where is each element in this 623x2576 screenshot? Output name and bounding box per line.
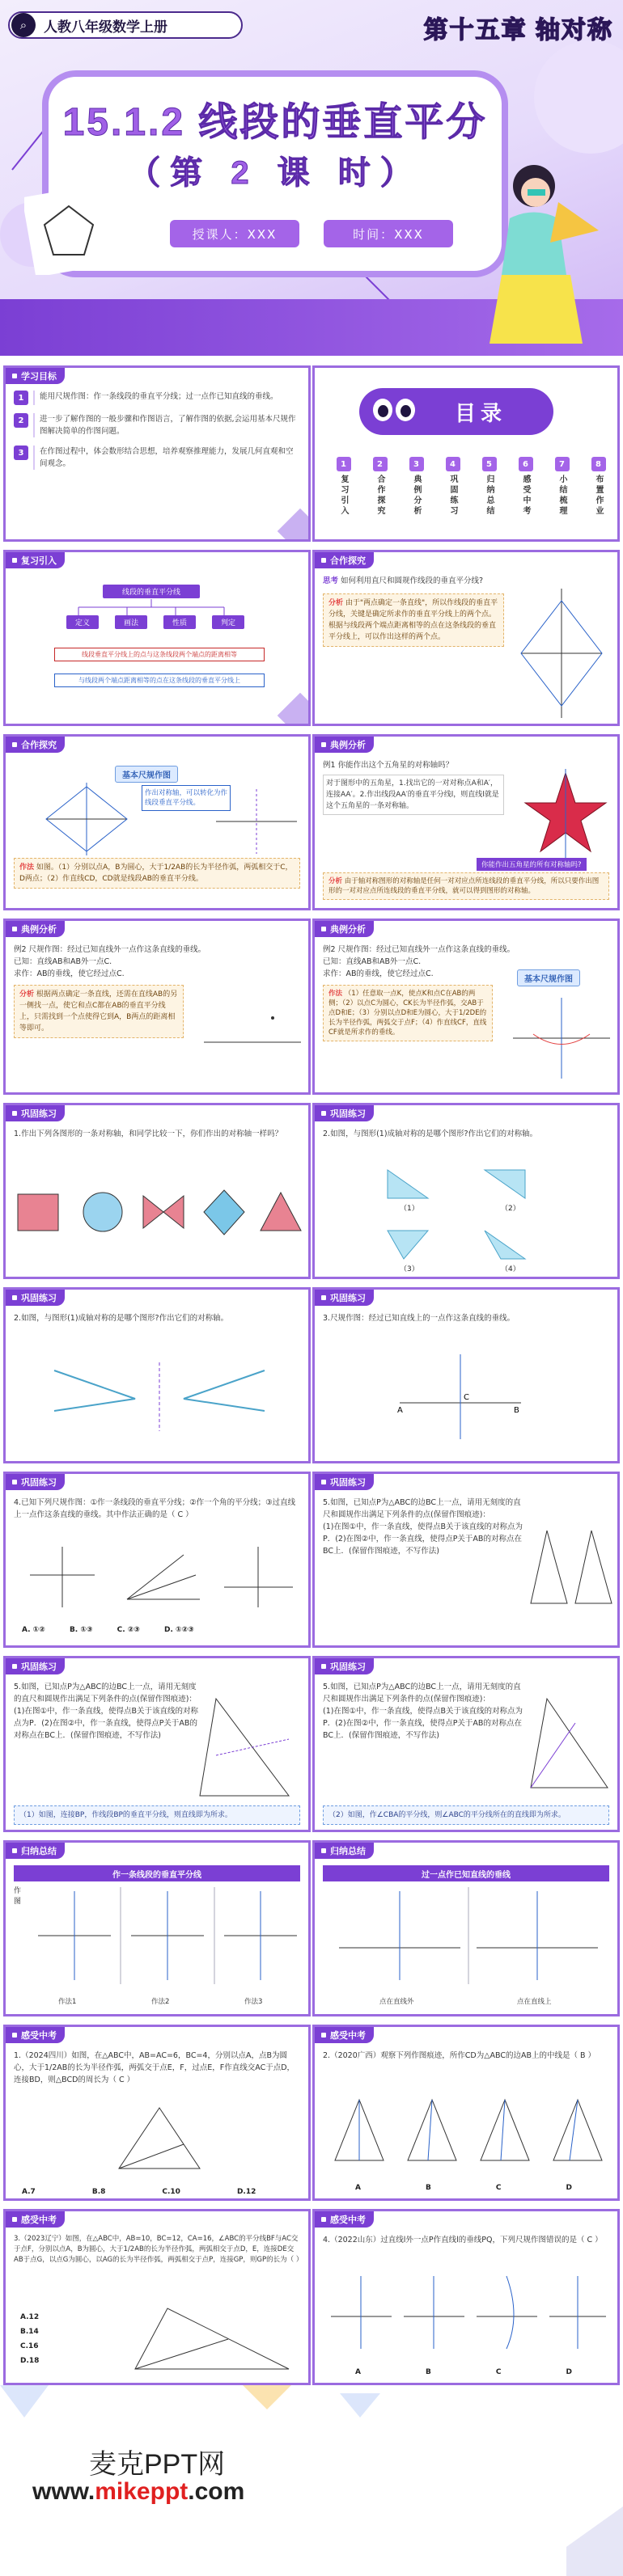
eyes-icon xyxy=(373,399,415,421)
practice-question: 5.如图，已知点P为△ABC的边BC上一点，请用无刻度的直尺和圆规作出满足下列条件的点(保留作图痕迹)： xyxy=(323,1683,521,1704)
menu-item[interactable]: 4 巩固练习 xyxy=(439,457,467,517)
figure-label: （4） xyxy=(501,1265,520,1273)
practice-question: 2.如图，与图形(1)成轴对称的是哪个图形?作出它们的对称轴。 xyxy=(14,1314,229,1323)
option[interactable]: D xyxy=(566,2184,572,2192)
slide-tag: 复习引入 xyxy=(6,552,65,568)
corner-decoration xyxy=(278,509,311,542)
option[interactable]: B. ①③ xyxy=(69,1626,93,1634)
option[interactable]: A. ①② xyxy=(22,1626,45,1634)
slide-summary-1 xyxy=(3,1840,311,2016)
exam-options-figure xyxy=(327,2096,610,2168)
answer-options xyxy=(355,2184,572,2192)
answer-options xyxy=(22,2188,256,2196)
slide-tag: 巩固练习 xyxy=(6,1290,65,1306)
option[interactable]: D. ①②③ xyxy=(164,1626,194,1634)
goal-number: 1 xyxy=(14,391,28,405)
slide-tag: 学习目标 xyxy=(6,368,65,384)
practice-question: 5.如图，已知点P为△ABC的边BC上一点，请用无刻度的直尺和圆规作出满足下列条件的点(保留作图痕迹)： xyxy=(14,1683,197,1704)
lesson-title: 15.1.2 线段的垂直平分 xyxy=(62,101,488,144)
option[interactable]: A xyxy=(355,2368,361,2376)
slide-tag: 典例分析 xyxy=(315,921,374,937)
question-label: 思考 xyxy=(323,576,339,585)
menu-item[interactable]: 1 复习引入 xyxy=(329,457,358,517)
example-steps: 对于图形中的五角星，1.找出它的一对对称点A和A′，连接AA′。2.作出线段AA′的垂直平分线l，则直线l就是这个五角星的一条对称轴。 xyxy=(323,775,504,815)
exam-question: 3.（2023辽宁）如图，在△ABC中，AB=10，BC=12，CA=16，∠ABC的平分线BF与AC交于点F，分别以点A，B为圆心，大于1/2AB的长为半径作弧，两弧相交于点D，E，连接DE交AB于点G，以点G为圆心，以AG的长为半径作弧，两弧相交于点P，连接GP，则GP的长为（ ） xyxy=(14,2235,303,2264)
triangle-angle-bisector-figure xyxy=(527,1691,616,1804)
menu-items xyxy=(329,457,612,517)
slide-review xyxy=(3,550,311,726)
constructions-figure xyxy=(22,1543,297,1611)
exam-question: 2.（2020广西）观察下列作图痕迹，所作CD为△ABC的边AB上的中线是（ B ） xyxy=(323,2051,596,2060)
method-side-note: 作出对称轴，可以转化为作线段垂直平分线。 xyxy=(142,785,231,811)
goal-item xyxy=(14,391,300,405)
analysis-note: 分析 由于"两点确定一条直线"，所以作线段的垂直平分线，关键是确定所求作的垂直平分线上的两个点。根据与线段两个端点距离相等的点在这条线段的垂直平分线上，可以作出这样的两个点。 xyxy=(323,593,504,647)
slide-menu xyxy=(312,365,620,542)
slide-tag: 归纳总结 xyxy=(315,1843,374,1859)
option[interactable]: C. ②③ xyxy=(117,1626,140,1634)
cover-slide xyxy=(0,0,623,356)
slide-example-2b xyxy=(312,918,620,1095)
summary-side: 作图 xyxy=(14,1887,22,1906)
concept-node: 画法 xyxy=(115,615,147,629)
method-box-title: 基本尺规作图 xyxy=(115,766,178,783)
summary-constructions xyxy=(30,1887,305,1984)
footer xyxy=(0,2385,623,2576)
goal-text: 能用尺规作图：作一条线段的垂直平分线；过一点作已知直线的垂线。 xyxy=(33,391,278,405)
slide-tag: 典例分析 xyxy=(6,921,65,937)
slide-practice-1 xyxy=(3,1103,311,1279)
exam-triangle-figure xyxy=(103,2100,216,2177)
pentagon-sketch-icon xyxy=(24,186,113,275)
menu-item[interactable]: 3 典例分析 xyxy=(402,457,430,517)
menu-item[interactable]: 8 布置作业 xyxy=(584,457,612,517)
slide-example-1 xyxy=(312,734,620,910)
search-icon: ⌕ xyxy=(11,13,36,37)
figure-label: （2） xyxy=(501,1205,520,1213)
slide-exam-1 xyxy=(3,2025,311,2201)
svg-text:A: A xyxy=(397,1406,403,1415)
slide-tag: 典例分析 xyxy=(315,737,374,753)
slide-summary-2 xyxy=(312,1840,620,2016)
triangles-figure xyxy=(379,1162,557,1267)
perpendicular-at-point-diagram xyxy=(396,1346,525,1443)
example-known: 已知：直线AB和AB外一点C. xyxy=(14,957,112,966)
explore-text xyxy=(323,575,504,647)
summary-perpendiculars xyxy=(331,1887,606,1984)
option[interactable]: A.12 xyxy=(20,2313,40,2321)
slide-tag: 巩固练习 xyxy=(6,1474,65,1490)
slide-tag: 巩固练习 xyxy=(6,1658,65,1674)
bisector-construction-diagram xyxy=(38,779,135,859)
figure-label: （3） xyxy=(400,1265,419,1273)
concept-root: 线段的垂直平分线 xyxy=(103,585,200,598)
option[interactable]: C.10 xyxy=(162,2188,180,2196)
option[interactable]: C.16 xyxy=(20,2342,39,2350)
slide-tag: 巩固练习 xyxy=(315,1474,374,1490)
option[interactable]: B xyxy=(425,2368,431,2376)
goal-text: 进一步了解作图的一般步骤和作图语言，了解作图的依据,会运用基本尺规作图解决简单的作图问题。 xyxy=(33,413,300,437)
exam-options-figure xyxy=(327,2268,610,2357)
example-question: 例2 尺规作图：经过已知直线外一点作这条直线的垂线。 xyxy=(14,945,206,954)
practice-text xyxy=(14,1681,203,1742)
slide-practice-6 xyxy=(312,1472,620,1648)
menu-item[interactable]: 5 归纳总结 xyxy=(475,457,503,517)
slide-explore-1 xyxy=(312,550,620,726)
practice-question: 3.尺规作图：经过已知直线上的一点作这条直线的垂线。 xyxy=(323,1314,515,1323)
practice-question: 1.作出下列各图形的一条对称轴，和同学比较一下，你们作出的对称轴一样吗？ xyxy=(14,1130,283,1138)
exam-question: 1.（2024四川）如图，在△ABC中，AB=AC=6，BC=4，分别以点A，点B为圆心，大于1/2AB的长为半径作弧，两弧交于点E，F，过点E，F作直线交AC于点D，连接BD，则△BCD的周长为（ C ） xyxy=(14,2051,295,2084)
slide-learning-goals xyxy=(3,365,311,542)
time-pill: 时间：XXX xyxy=(324,220,453,247)
teacher-pill: 授课人：XXX xyxy=(170,220,299,247)
example-question: 例1 你能作出这个五角星的对称轴吗？ xyxy=(323,761,454,770)
answer-options xyxy=(355,2368,572,2376)
slide-tag: 巩固练习 xyxy=(315,1105,374,1121)
shapes-figure xyxy=(14,1186,305,1243)
answer-note: （2）如图，作∠CBA的平分线，则∠ABC的平分线所在的直线即为所求。 xyxy=(323,1805,609,1825)
goals-list xyxy=(14,391,300,478)
practice-items: (1)在图①中，作一条直线，使得点B关于该直线的对称点为P．(2)在图②中，作一条直线，使得点P关于AB的对称点在BC上．(保留作图痕迹，不写作法) xyxy=(323,1522,523,1556)
exam-triangle-figure xyxy=(111,2300,297,2377)
option[interactable]: A.7 xyxy=(22,2188,36,2196)
corner-decoration xyxy=(278,693,311,726)
chapter-title: 第十五章 轴对称 xyxy=(423,17,613,44)
slide-tag: 巩固练习 xyxy=(6,1105,65,1121)
question-text: 如何利用直尺和圆规作线段的垂直平分线? xyxy=(341,576,484,585)
method-box-title: 基本尺规作图 xyxy=(517,969,580,986)
slide-example-2 xyxy=(3,918,311,1095)
slide-tag: 感受中考 xyxy=(315,2211,374,2228)
option[interactable]: A xyxy=(355,2184,361,2192)
analysis-note: 分析 由于轴对称图形的对称轴是任何一对对应点所连线段的垂直平分线，所以只要作出图形的一对对应点所连线段的垂直平分线，就可以得到图形的对称轴。 xyxy=(323,872,609,900)
goal-number: 3 xyxy=(14,446,28,460)
slide-tag: 巩固练习 xyxy=(315,1658,374,1674)
grade-text: 人教八年级数学上册 xyxy=(44,19,167,35)
summary-head: 过一点作已知直线的垂线 xyxy=(323,1865,609,1881)
summary-head: 作一条线段的垂直平分线 xyxy=(14,1865,300,1881)
practice-question: 4.已知下列尺规作图：①作一条线段的垂直平分线；②作一个角的平分线；③过直线上一点作这条直线的垂线。其中作法正确的是（ C ） xyxy=(14,1498,296,1519)
menu-title-text: 目录 xyxy=(454,401,506,426)
brand-name: 麦克PPT网 xyxy=(89,2449,226,2480)
option[interactable]: B.8 xyxy=(91,2188,106,2196)
slide-practice-5 xyxy=(3,1472,311,1648)
method-note: 作法 如图。（1）分别以点A，B为圆心，大于1/2AB的长为半径作弧，两弧相交于C，D两点；（2）作直线CD，CD就是线段AB的垂直平分线。 xyxy=(14,858,300,889)
slide-exam-3 xyxy=(3,2209,311,2385)
concept-criterion: 与线段两个端点距离相等的点在这条线段的垂直平分线上 xyxy=(54,674,265,687)
slide-tag: 巩固练习 xyxy=(315,1290,374,1306)
goal-item xyxy=(14,446,300,470)
option[interactable]: B xyxy=(425,2184,431,2192)
option[interactable]: D.18 xyxy=(20,2357,40,2365)
example-text xyxy=(323,759,504,815)
summary-caption: 点在直线上 xyxy=(517,1998,552,2006)
triangle-bisector-figure xyxy=(192,1691,305,1812)
slide-practice-8 xyxy=(312,1656,620,1832)
answer-options xyxy=(22,1626,194,1634)
goal-item xyxy=(14,413,300,437)
hint-bubble: 你能作出五角星的所有对称轴吗? xyxy=(477,858,587,871)
practice-text xyxy=(323,1681,528,1742)
slide-practice-3 xyxy=(3,1287,311,1463)
summary-caption: 作法2 xyxy=(151,1998,170,2006)
lesson-subtitle: （第 2 课 时） xyxy=(128,155,422,191)
slide-tag: 合作探究 xyxy=(315,552,374,568)
slide-tag: 感受中考 xyxy=(315,2027,374,2043)
menu-item[interactable]: 2 合作探究 xyxy=(366,457,394,517)
slide-tag: 感受中考 xyxy=(6,2211,65,2228)
svg-text:C: C xyxy=(464,1393,469,1402)
practice-text xyxy=(323,1497,528,1557)
example-find: 求作：AB的垂线，使它经过点C. xyxy=(323,969,434,978)
slide-practice-7 xyxy=(3,1656,311,1832)
reflection-figure xyxy=(46,1354,273,1435)
option[interactable]: B.14 xyxy=(20,2328,39,2336)
summary-caption: 作法3 xyxy=(244,1998,263,2006)
example-known: 已知：直线AB和AB外一点C. xyxy=(323,957,422,966)
practice-items: (1)在图①中，作一条直线，使得点B关于该直线的对称点为P．(2)在图②中，作一条直线，使得点P关于AB的对称点在BC上．(保留作图痕迹，不写作法) xyxy=(14,1707,198,1740)
perpendicular-construction-diagram xyxy=(509,994,614,1083)
answer-note: （1）如图，连接BP，作线段BP的垂直平分线，则直线即为所求。 xyxy=(14,1805,300,1825)
menu-item[interactable]: 7 小结梳理 xyxy=(548,457,576,517)
option[interactable]: C xyxy=(495,2184,502,2192)
brand-url[interactable]: www.mikeppt.com xyxy=(32,2478,245,2505)
example-find: 求作：AB的垂线，使它经过点C. xyxy=(14,969,125,978)
slide-practice-2 xyxy=(312,1103,620,1279)
concept-property: 线段垂直平分线上的点与这条线段两个端点的距离相等 xyxy=(54,648,265,661)
concept-node: 性质 xyxy=(163,615,196,629)
slide-exam-2 xyxy=(312,2025,620,2201)
figure-label: （1） xyxy=(400,1205,419,1213)
concept-node: 判定 xyxy=(212,615,244,629)
axis-diagram xyxy=(208,781,305,862)
star-icon xyxy=(521,769,610,858)
slide-tag: 感受中考 xyxy=(6,2027,65,2043)
concept-node: 定义 xyxy=(66,615,99,629)
option[interactable]: C xyxy=(495,2368,502,2376)
summary-caption: 作法1 xyxy=(58,1998,77,2006)
practice-question: 5.如图，已知点P为△ABC的边BC上一点，请用无刻度的直尺和圆规作出满足下列条件的点(保留作图痕迹)： xyxy=(323,1498,521,1519)
answer-options xyxy=(20,2310,39,2368)
method-note: 作法 （1）任意取一点K，使点K和点C在AB的两侧；（2）以点C为圆心，CK长为半径作弧，交AB于点D和E；（3）分别以点D和E为圆心，大于1/2DE的长为半径作弧，两弧交于点F；（4）作直线CF，直线CF就是所求作的垂线。 xyxy=(323,985,493,1041)
perpendicular-bisector-diagram xyxy=(509,585,614,722)
slide-tag: 合作探究 xyxy=(6,737,65,753)
triangle-figures xyxy=(527,1522,616,1620)
goal-text: 在作图过程中，体会数形结合思想，培养观察推理能力，发展几何直观和空间观念。 xyxy=(33,446,300,470)
slide-practice-4 xyxy=(312,1287,620,1463)
option[interactable]: D xyxy=(566,2368,572,2376)
practice-items: (1)在图①中，作一条直线，使得点B关于该直线的对称点为P．(2)在图②中，作一条直线，使得点P关于AB的对称点在BC上．(保留作图痕迹，不写作法) xyxy=(323,1707,523,1740)
summary-caption: 点在直线外 xyxy=(379,1998,414,2006)
svg-text:B: B xyxy=(514,1406,519,1415)
student-illustration xyxy=(477,154,607,348)
line-point-diagram xyxy=(200,1010,305,1058)
analysis-note: 分析 根据两点确定一条直线，还需在直线AB的另一侧找一点，使它和点C都在AB的垂直平分线上，只需找到一个点使得它到A，B两点的距离相等即可。 xyxy=(14,985,184,1038)
slide-exam-4 xyxy=(312,2209,620,2385)
slide-explore-2 xyxy=(3,734,311,910)
slide-tag: 归纳总结 xyxy=(6,1843,65,1859)
option[interactable]: D.12 xyxy=(236,2188,256,2196)
goal-number: 2 xyxy=(14,413,28,428)
exam-question: 4.（2022山东）过直线l外一点P作直线l的垂线PQ，下列尺规作图错误的是（ C ） xyxy=(323,2236,603,2244)
example-question: 例2 尺规作图：经过已知直线外一点作这条直线的垂线。 xyxy=(323,945,515,954)
practice-question: 2.如图，与图形(1)成轴对称的是哪个图形?作出它们的对称轴。 xyxy=(323,1130,538,1138)
menu-item[interactable]: 6 感受中考 xyxy=(511,457,540,517)
grade-label xyxy=(8,11,243,39)
